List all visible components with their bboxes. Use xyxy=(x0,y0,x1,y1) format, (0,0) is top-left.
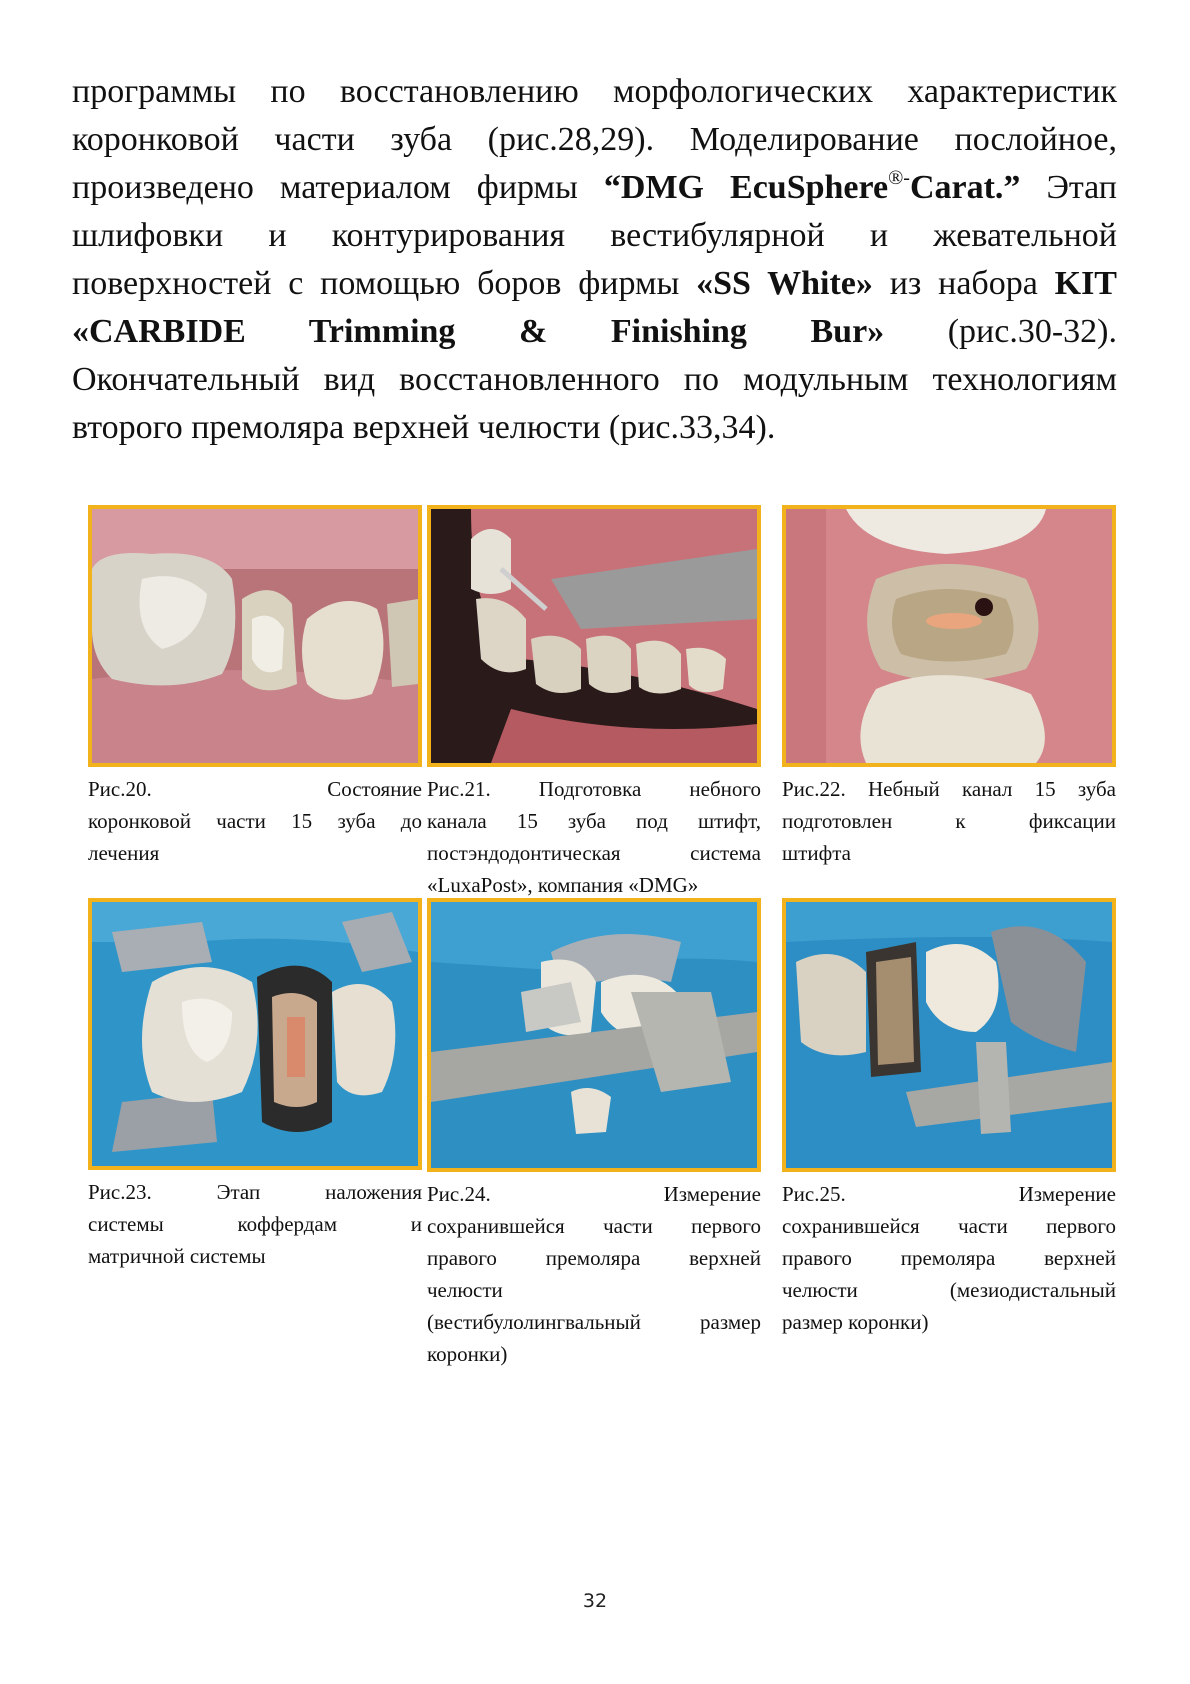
figure-22-photo xyxy=(782,505,1116,767)
body-paragraph xyxy=(72,68,1117,452)
figure-20-photo xyxy=(88,505,422,767)
figure-22 xyxy=(782,505,1116,869)
body-line-6: «CARBIDE Trimming & Finishing Bur» (рис.30-32). xyxy=(72,313,1117,350)
figure-25 xyxy=(782,898,1116,1338)
figure-23-photo xyxy=(88,898,422,1170)
body-line-3: произведено материалом фирмы “DMG EcuSphere®-Carat.” Этап xyxy=(72,167,1118,206)
figure-24-photo xyxy=(427,898,761,1172)
body-line-5: поверхностей с помощью боров фирмы «SS White» из набора KIT xyxy=(72,265,1117,302)
body-line-2: коронковой части зуба (рис.28,29). Моделирование послойное, xyxy=(72,121,1117,158)
figure-23 xyxy=(88,898,422,1272)
figure-23-caption: Рис.23. Этап наложения системы коффердам и матричной системы xyxy=(88,1180,422,1268)
figure-21 xyxy=(427,505,761,901)
figure-22-caption: Рис.22. Небный канал 15 зуба подготовлен к фиксации штифта xyxy=(782,777,1116,865)
figure-21-photo xyxy=(427,505,761,767)
body-line-8: второго премоляра верхней челюсти (рис.33,34). xyxy=(72,409,776,446)
figure-25-caption: Рис.25. Измерение сохранившейся части первого правого премоляра верхней челюсти (мезиодистальный размер коронки) xyxy=(782,1182,1116,1334)
figure-20 xyxy=(88,505,422,869)
body-line-7: Окончательный вид восстановленного по модульным технологиям xyxy=(72,361,1117,398)
body-line-4: шлифовки и контурирования вестибулярной и жевательной xyxy=(72,217,1117,254)
figure-21-caption: Рис.21. Подготовка небного канала 15 зуба под штифт, постэндодонтическая система «LuxaPost», компания «DMG» xyxy=(427,777,761,897)
figure-25-photo xyxy=(782,898,1116,1172)
page-number: 32 xyxy=(582,1590,608,1612)
figure-20-caption: Рис.20. Состояние коронковой части 15 зуба до лечения xyxy=(88,777,422,865)
figure-24 xyxy=(427,898,761,1370)
figure-24-caption: Рис.24. Измерение сохранившейся части первого правого премоляра верхней челюсти (вестибулолингвальный размер коронки) xyxy=(427,1182,761,1366)
body-line-1: программы по восстановлению морфологических характеристик xyxy=(72,73,1117,110)
